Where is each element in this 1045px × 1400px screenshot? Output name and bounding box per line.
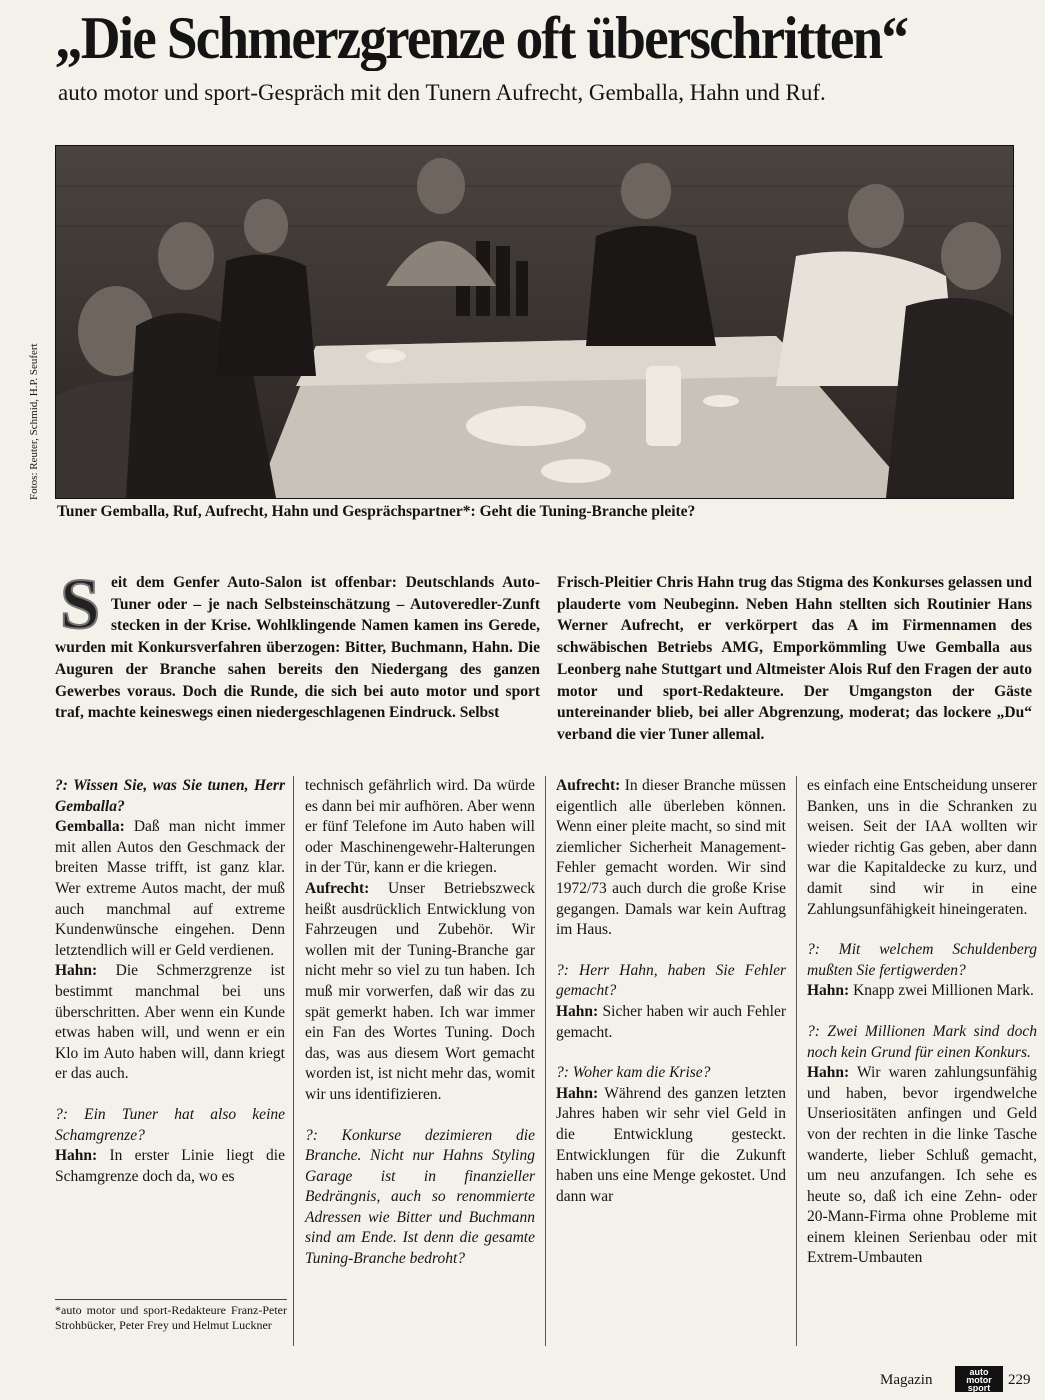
column-rule bbox=[293, 776, 294, 1346]
column-3 bbox=[556, 776, 786, 1227]
logo-line: motor bbox=[966, 1375, 992, 1385]
page-number: 229 bbox=[1008, 1372, 1031, 1388]
question: ?: Mit welchem Schuldenberg mußten Sie fertigwerden? bbox=[807, 941, 1037, 979]
column-4 bbox=[807, 776, 1037, 1289]
svg-text:S: S bbox=[59, 572, 101, 636]
speaker: Hahn: bbox=[55, 1147, 98, 1165]
speaker: Hahn: bbox=[55, 962, 98, 980]
footer-section: Magazin bbox=[880, 1372, 933, 1388]
answer: In dieser Branche müssen eigentlich alle überleben können. Wenn einer pleite macht, so sind mit ziemlicher Sicherheit Management-Fehler gemacht worden. Wir sind 1972/73 auch durch die große Krise gegangen. Damals war kein Auftrag im Haus. bbox=[556, 777, 786, 939]
answer: Daß man nicht immer mit allen Autos den Geschmack der breiten Masse trifft, ist ganz klar. Wer extreme Autos macht, der muß auch manchmal auf extreme Kundenwünsche eingehen. Denn letztendlich will er Geld verdienen. bbox=[55, 818, 285, 959]
question: ?: Ein Tuner hat also keine Schamgrenze? bbox=[55, 1105, 285, 1144]
speaker: Hahn: bbox=[556, 1002, 599, 1020]
answer: Wir waren zahlungsunfähig und haben, bevor irgendwelche Unseriositäten anfingen und Geld von der rechten in die linke Tasche wanderte, lieber Schluß gemacht, um neu anzufangen. Ich sehe es heute so, daß ich eine Zehn- oder 20-Mann-Firma ohne Probleme mit einem kleinen Serienbau oder mit Extrem-Umbauten bbox=[807, 1064, 1037, 1267]
answer: Sicher haben wir auch Fehler gemacht. bbox=[556, 1002, 786, 1041]
subheadline: auto motor und sport-Gespräch mit den Tunern Aufrecht, Gemballa, Hahn und Ruf. bbox=[58, 80, 826, 105]
answer: Unser Betriebszweck heißt ausdrücklich Entwicklung von Fahrzeugen und Zubehör. Wir wollen mit der Tuning-Branche gar nicht mehr so viel zu tun haben. Ich muß mir vorwerfen, daß wir das zu spät gemerkt haben. Ich war immer ein Fan des Wortes Tuning. Doch das, was aus diesem Wort gemacht worden ist, ist nicht mehr das, womit wir uns identifizieren. bbox=[305, 879, 535, 1103]
question: ?: Woher kam die Krise? bbox=[556, 1064, 711, 1082]
magazine-logo bbox=[955, 1366, 1003, 1392]
speaker: Aufrecht: bbox=[305, 879, 370, 897]
answer: Knapp zwei Millionen Mark. bbox=[849, 982, 1034, 1000]
answer: Während des ganzen letzten Jahres haben wir sehr viel Geld in die Entwicklung gesteckt. Entwicklungen für die Zukunft haben uns eine Menge gekostet. Und dann war bbox=[556, 1084, 786, 1205]
question: ?: Wissen Sie, was Sie tunen, Herr Gemballa? bbox=[55, 777, 285, 815]
intro-left bbox=[55, 572, 540, 724]
photo-roundtable bbox=[55, 145, 1014, 499]
answer: technisch gefährlich wird. Da würde es dann bei mir aufhören. Aber wenn er fünf Telefone im Auto haben will oder Maschinengewehr-Halterungen in der Tür, kann er die kriegen. bbox=[305, 777, 535, 877]
column-rule bbox=[545, 776, 546, 1346]
photo-caption: Tuner Gemballa, Ruf, Aufrecht, Hahn und Gesprächspartner*: Geht die Tuning-Branche pleite? bbox=[57, 503, 696, 520]
dropcap-s bbox=[55, 572, 105, 636]
column-rule bbox=[796, 776, 797, 1346]
speaker: Aufrecht: bbox=[556, 777, 621, 794]
logo-line: sport bbox=[967, 1383, 991, 1393]
intro-text-left: eit dem Genfer Auto-Salon ist offenbar: Deutschlands Auto-Tuner oder – je nach Selbsteinschätzung – Autoveredler-Zunft stecken in der Krise. Wohlklingende Namen kamen ins Gerede, wurden mit Konkursverfahren überzogen: Bitter, Buchmann, Hahn. Die Auguren der Branche sahen bereits den Niedergang des ganzen Gewerbes voraus. Doch die Runde, die sich bei auto motor und sport traf, machte keineswegs einen niedergeschlagenen Eindruck. Selbst bbox=[55, 574, 540, 722]
question: ?: Zwei Millionen Mark sind doch noch kein Grund für einen Konkurs. bbox=[807, 1022, 1037, 1061]
column-1 bbox=[55, 776, 285, 1207]
answer: Die Schmerzgrenze ist bestimmt manchmal bei uns überschritten. Aber wenn ein Kunde etwas haben will, und wenn er ein Klo im Auto haben will, dann kriegt er das auch. bbox=[55, 962, 285, 1083]
logo-line: auto bbox=[969, 1367, 989, 1377]
intro-right: Frisch-Pleitier Chris Hahn trug das Stigma des Konkurses gelassen und plauderte vom Neubeginn. Neben Hahn stellten sich Routinier Hans Werner Aufrecht, er verkörpert das A im Firmennamen des schwäbischen Betriebs AMG, Emporkömmling Uwe Gemballa aus Leonberg nahe Stuttgart und Altmeister Alois Ruf den Fragen der auto motor und sport-Redakteure. Der Umgangston der Gäste untereinander blieb, bei aller Abgrenzung, moderat; das lockere „Du“ verband die vier Tuner allemal. bbox=[557, 574, 1032, 743]
speaker: Hahn: bbox=[807, 1064, 850, 1082]
answer: In erster Linie liegt die Schamgrenze doch da, wo es bbox=[55, 1147, 285, 1185]
photo-credit: Fotos: Reuter, Schmid, H.P. Seufert bbox=[28, 343, 40, 500]
question: ?: Konkurse dezimieren die Branche. Nicht nur Hahns Styling Garage ist in finanzieller Bedrängnis, auch so renommierte Adressen wie Bitter und Buchmann sind am Ende. Ist denn die gesamte Tuning-Branche bedroht? bbox=[305, 1126, 535, 1268]
answer: es einfach eine Entscheidung unserer Banken, uns in die Schranken zu weisen. Seit der IAA wollten wir wieder richtig Gas geben, aber dann war die Kapitaldecke zu kurz, und damit sind wir in eine Zahlungsunfähigkeit hineingeraten. bbox=[807, 777, 1037, 918]
speaker: Gemballa: bbox=[55, 818, 125, 836]
column-2 bbox=[305, 776, 535, 1290]
headline: „Die Schmerzgrenze oft überschritten“ bbox=[55, 5, 908, 71]
speaker: Hahn: bbox=[556, 1084, 599, 1102]
question: ?: Herr Hahn, haben Sie Fehler gemacht? bbox=[556, 961, 786, 1000]
speaker: Hahn: bbox=[807, 982, 850, 1000]
footnote: *auto motor und sport-Redakteure Franz-Peter Strohbücker, Peter Frey und Helmut Luckner bbox=[55, 1299, 287, 1332]
